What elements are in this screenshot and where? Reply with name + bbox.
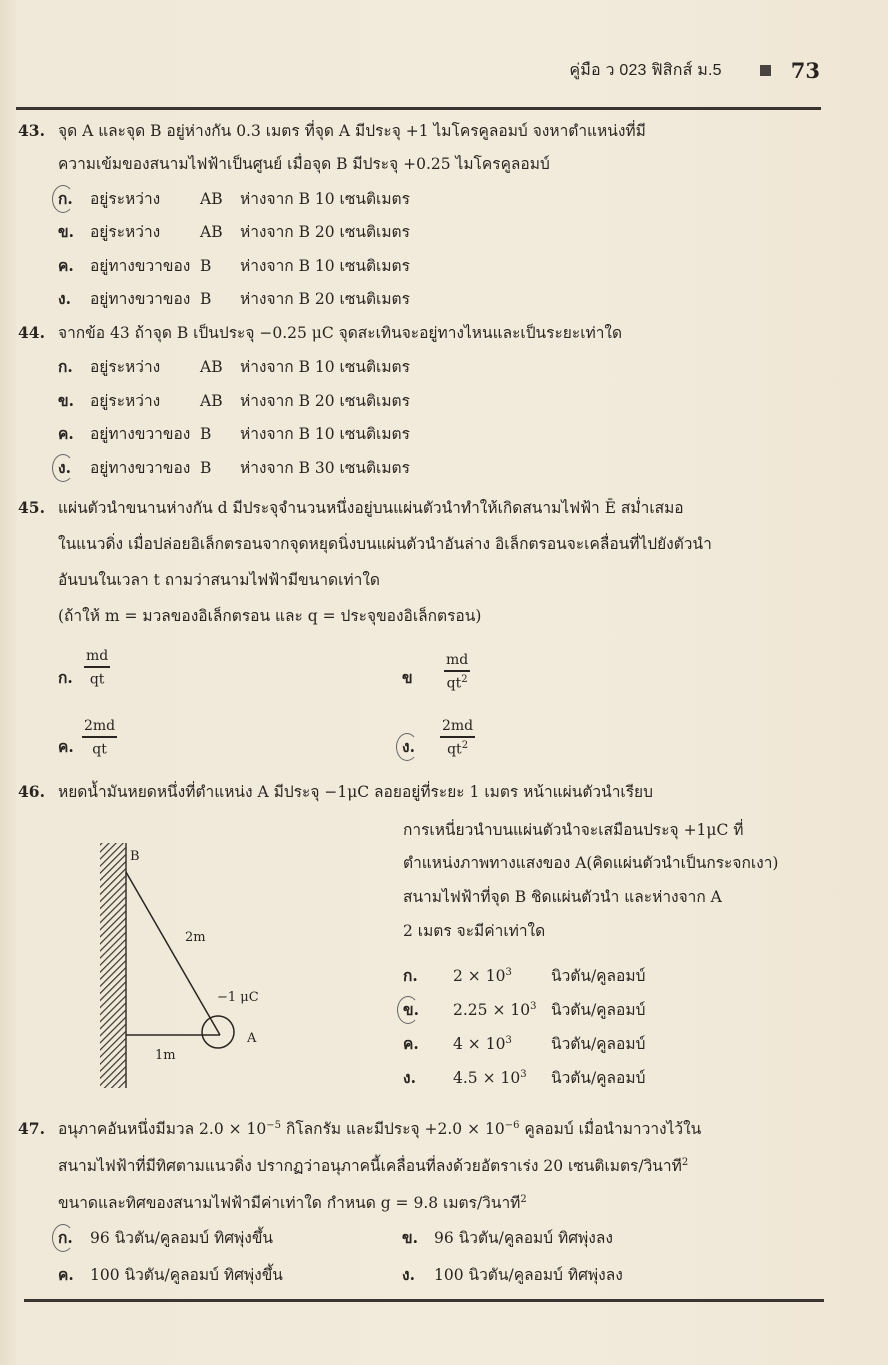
option-text: 96 นิวตัน/คูลอมบ์ ทิศพุ่งลง <box>434 1229 613 1247</box>
option-dist: ห่างจาก B 10 เซนติเมตร <box>240 425 410 443</box>
option-45-d[interactable] <box>402 737 434 757</box>
option-label: ค. <box>58 737 74 756</box>
option-exponent: 3 <box>505 967 512 978</box>
option-text: 100 นิวตัน/คูลอมบ์ ทิศพุ่งขึ้น <box>90 1266 283 1284</box>
exponent: −6 <box>504 1120 520 1131</box>
question-45-line-2: ในแนวดิ่ง เมื่อปล่อยอิเล็กตรอนจากจุดหยุดนิ่งบนแผ่นตัวนำอันล่าง อิเล็กตรอนจะเคลื่อนที่ไปยังตัวนำ <box>58 535 712 553</box>
option-ref: AB <box>200 392 223 410</box>
denominator-exponent: 2 <box>461 739 469 751</box>
denominator <box>447 672 468 692</box>
option-label: ก. <box>403 966 418 986</box>
option-46-a[interactable] <box>403 963 645 986</box>
exponent: 2 <box>681 1157 689 1168</box>
option-coefficient: 2.25 × 10 <box>453 1001 531 1020</box>
charge-label: −1 μC <box>217 990 259 1005</box>
question-text: หยดน้ำมันหยดหนึ่งที่ตำแหน่ง A มีประจุ −1μC ลอยอยู่ที่ระยะ 1 เมตร หน้าแผ่นตัวนำเรียบ <box>58 783 653 801</box>
question-45-line-4: (ถ้าให้ m = มวลของอิเล็กตรอน และ q = ประจุของอิเล็กตรอน) <box>58 607 482 625</box>
question-number: 47. <box>18 1119 45 1139</box>
page-number: 73 <box>790 58 820 83</box>
option-exponent: 3 <box>505 1035 512 1046</box>
option-ref: B <box>200 425 212 443</box>
option-43-d[interactable] <box>58 289 410 309</box>
option-where: อยู่ทางขวาของ <box>90 459 191 477</box>
question-46-line-3: ตำแหน่งภาพทางแสงของ A(คิดแผ่นตัวนำเป็นกระจกเงา) <box>403 854 779 872</box>
option-47-a[interactable] <box>58 1228 273 1248</box>
question-text: อนุภาคอันหนึ่งมีมวล 2.0 × 10 <box>58 1120 267 1139</box>
option-label: ก. <box>58 1228 90 1248</box>
option-text: 100 นิวตัน/คูลอมบ์ ทิศพุ่งลง <box>434 1266 623 1284</box>
option-46-c[interactable] <box>403 1031 645 1054</box>
option-label: ข. <box>403 1000 453 1020</box>
question-46-line-4: สนามไฟฟ้าที่จุด B ชิดแผ่นตัวนำ และห่างจาก A <box>403 888 722 906</box>
option-coefficient: 2 × 10 <box>453 967 506 986</box>
numerator: 2md <box>442 718 474 734</box>
question-text: กิโลกรัม และมีประจุ +2.0 × 10 <box>281 1120 505 1139</box>
option-ref: AB <box>200 358 223 376</box>
option-unit: นิวตัน/คูลอมบ์ <box>551 1035 646 1054</box>
option-label: ก. <box>58 357 73 376</box>
option-label: ก. <box>58 189 90 209</box>
question-number: 45. <box>18 498 45 517</box>
option-44-b[interactable] <box>58 391 410 411</box>
question-46-line-1 <box>18 782 653 802</box>
square-bullet-icon <box>760 65 771 76</box>
question-43-line-2: ความเข้มของสนามไฟฟ้าเป็นศูนย์ เมื่อจุด B มีประจุ +0.25 ไมโครคูลอมบ์ <box>58 155 550 173</box>
option-dist: ห่างจาก B 20 เซนติเมตร <box>240 290 410 308</box>
question-46-line-2: การเหนี่ยวนำบนแผ่นตัวนำจะเสมือนประจุ +1μC ที่ <box>403 821 744 839</box>
question-47-line-2 <box>58 1153 688 1176</box>
option-coefficient: 4 × 10 <box>453 1035 506 1054</box>
option-where: อยู่ระหว่าง <box>90 223 161 241</box>
option-47-b[interactable] <box>402 1228 613 1248</box>
option-label: ง. <box>58 289 71 308</box>
question-44-line-1 <box>18 323 622 343</box>
option-where: อยู่ระหว่าง <box>90 190 161 208</box>
option-coefficient: 4.5 × 10 <box>453 1069 521 1088</box>
option-label: ข. <box>58 222 74 241</box>
option-label: ก. <box>58 668 73 687</box>
option-47-d[interactable] <box>402 1265 623 1285</box>
question-47-line-3 <box>58 1190 527 1213</box>
option-where: อยู่ทางขวาของ <box>90 290 191 308</box>
option-exponent: 3 <box>530 1001 537 1012</box>
option-unit: นิวตัน/คูลอมบ์ <box>551 1001 646 1020</box>
option-dist: ห่างจาก B 10 เซนติเมตร <box>240 190 410 208</box>
option-unit: นิวตัน/คูลอมบ์ <box>551 967 646 986</box>
option-dist: ห่างจาก B 10 เซนติเมตร <box>240 358 410 376</box>
question-46-line-5: 2 เมตร จะมีค่าเท่าใด <box>403 922 546 940</box>
option-label: ง. <box>402 1265 415 1284</box>
option-ref: B <box>200 290 212 308</box>
question-number: 46. <box>18 782 45 801</box>
option-dist: ห่างจาก B 20 เซนติเมตร <box>240 223 410 241</box>
option-label: ข <box>402 668 413 687</box>
option-where: อยู่ทางขวาของ <box>90 257 191 275</box>
option-ref: AB <box>200 190 223 208</box>
option-ref: B <box>200 459 212 477</box>
fraction-45-a <box>84 648 110 687</box>
option-label: ข. <box>402 1228 418 1247</box>
exponent: 2 <box>520 1194 527 1205</box>
denominator <box>90 668 105 688</box>
option-unit: นิวตัน/คูลอมบ์ <box>551 1069 646 1088</box>
option-exponent: 3 <box>520 1069 527 1080</box>
option-label: ง. <box>403 1068 416 1088</box>
point-a-label: A <box>247 1031 257 1046</box>
option-ref: AB <box>200 223 223 241</box>
option-label: ค. <box>58 256 74 275</box>
point-b-label: B <box>130 849 140 864</box>
exponent: −5 <box>266 1120 282 1131</box>
option-label: ง. <box>58 458 90 478</box>
option-label: ค. <box>58 1265 74 1284</box>
question-text: จุด A และจุด B อยู่ห่างกัน 0.3 เมตร ที่จุด A มีประจุ +1 ไมโครคูลอมบ์ จงหาตำแหน่งที่มี <box>58 122 646 140</box>
option-ref: B <box>200 257 212 275</box>
denominator-base: qt <box>89 671 105 688</box>
fraction-45-c <box>82 718 117 757</box>
numerator: 2md <box>84 718 116 734</box>
fraction-45-d <box>440 718 475 757</box>
question-number: 43. <box>18 121 45 140</box>
question-number: 44. <box>18 323 45 342</box>
denominator-exponent: 2 <box>461 673 468 685</box>
option-46-b[interactable] <box>403 997 645 1020</box>
question-47-line-1 <box>18 1116 701 1139</box>
fraction-45-b <box>444 652 470 691</box>
plate-charge-geometry-icon <box>95 835 285 1090</box>
question-text: คูลอมบ์ เมื่อนำมาวางไว้ใน <box>519 1120 702 1139</box>
question-text: สนามไฟฟ้าที่มีทิศตามแนวดิ่ง ปรากฏว่าอนุภาคนี้เคลื่อนที่ลงด้วยอัตราเร่ง 20 เซนติเมตร/วินาที <box>58 1157 682 1176</box>
question-text: ขนาดและทิศของสนามไฟฟ้ามีค่าเท่าใด กำหนด g = 9.8 เมตร/วินาที <box>58 1194 521 1213</box>
denominator <box>92 738 107 758</box>
denominator-base: qt <box>447 741 462 758</box>
option-label: ข. <box>58 391 74 410</box>
denominator <box>447 738 468 758</box>
option-44-a[interactable] <box>58 357 410 377</box>
question-text: แผ่นตัวนำขนานห่างกัน d มีประจุจำนวนหนึ่งอยู่บนแผ่นตัวนำทำให้เกิดสนามไฟฟ้า Ē สม่ำเสมอ <box>58 499 684 517</box>
option-dist: ห่างจาก B 20 เซนติเมตร <box>240 392 410 410</box>
question-45-line-1 <box>18 498 684 518</box>
denominator-base: qt <box>92 741 107 758</box>
option-text: 96 นิวตัน/คูลอมบ์ ทิศพุ่งขึ้น <box>90 1229 274 1247</box>
running-header <box>569 58 820 83</box>
option-where: อยู่ทางขวาของ <box>90 425 191 443</box>
footer-rule <box>24 1299 824 1302</box>
option-46-d[interactable] <box>403 1065 645 1088</box>
conductor-plate-diagram <box>95 835 285 1094</box>
option-label: ค. <box>403 1034 419 1054</box>
option-43-b[interactable] <box>58 222 410 242</box>
option-45-b[interactable] <box>402 668 434 688</box>
option-label: ค. <box>58 424 74 443</box>
question-text: จากข้อ 43 ถ้าจุด B เป็นประจุ −0.25 μC จุดสะเทินจะอยู่ทางไหนและเป็นระยะเท่าใด <box>58 324 623 342</box>
question-45-line-3: อันบนในเวลา t ถามว่าสนามไฟฟ้ามีขนาดเท่าใด <box>58 571 380 589</box>
option-label: ง. <box>402 737 434 757</box>
question-43-line-1 <box>18 121 646 141</box>
hypotenuse-label: 2m <box>185 930 206 945</box>
denominator-base: qt <box>446 675 462 692</box>
option-44-d[interactable] <box>58 458 410 478</box>
option-dist: ห่างจาก B 10 เซนติเมตร <box>240 257 410 275</box>
option-dist: ห่างจาก B 30 เซนติเมตร <box>240 459 410 477</box>
header-rule <box>16 107 821 110</box>
option-43-c[interactable] <box>58 256 410 276</box>
option-47-c[interactable] <box>58 1265 283 1285</box>
base-label: 1m <box>155 1048 176 1063</box>
running-title: คู่มือ ว 023 ฟิสิกส์ ม.5 <box>569 62 722 79</box>
option-44-c[interactable] <box>58 424 410 444</box>
numerator: md <box>86 648 109 664</box>
numerator: md <box>446 652 469 668</box>
option-43-a[interactable] <box>58 189 410 209</box>
option-where: อยู่ระหว่าง <box>90 392 161 410</box>
option-where: อยู่ระหว่าง <box>90 358 161 376</box>
